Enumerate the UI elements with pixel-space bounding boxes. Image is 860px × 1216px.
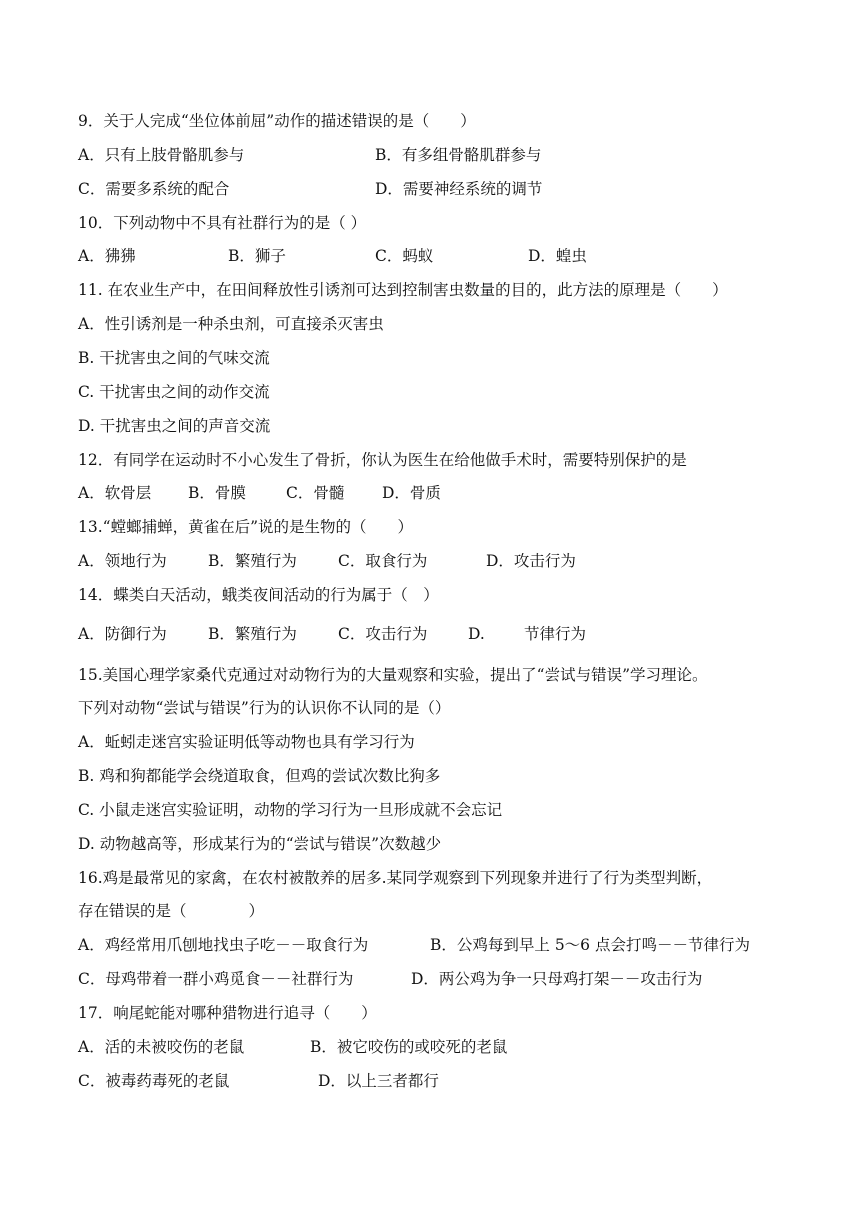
question-17-option-a: A．活的未被咬伤的老鼠 bbox=[78, 1038, 245, 1056]
question-9-stem: 9．关于人完成“坐位体前屈”动作的描述错误的是（ ） bbox=[78, 112, 476, 130]
question-17-option-d: D．以上三者都行 bbox=[318, 1072, 439, 1090]
question-16-stem-continued: 存在错误的是（ ） bbox=[78, 902, 265, 920]
question-17-option-c: C．被毒药毒死的老鼠 bbox=[78, 1072, 230, 1090]
question-17-option-b: B．被它咬伤的或咬死的老鼠 bbox=[310, 1038, 508, 1056]
question-14-option-d-text: 节律行为 bbox=[524, 625, 587, 643]
question-13-option-c: C．取食行为 bbox=[338, 552, 428, 570]
question-13-stem: 13.“螳螂捕蝉，黄雀在后”说的是生物的（ ） bbox=[78, 518, 413, 536]
question-12-option-d: D．骨质 bbox=[382, 484, 441, 502]
question-14-option-c: C．攻击行为 bbox=[338, 625, 428, 643]
question-15-option-d: D. 动物越高等，形成某行为的“尝试与错误”次数越少 bbox=[78, 835, 442, 853]
question-15-option-b: B. 鸡和狗都能学会绕道取食，但鸡的尝试次数比狗多 bbox=[78, 767, 441, 785]
question-12-option-b: B．骨膜 bbox=[188, 484, 246, 502]
question-14-option-b: B．繁殖行为 bbox=[208, 625, 297, 643]
question-15-option-a: A．蚯蚓走迷宫实验证明低等动物也具有学习行为 bbox=[78, 733, 415, 751]
question-9-option-b: B．有多组骨骼肌群参与 bbox=[375, 146, 542, 164]
question-12-stem: 12．有同学在运动时不小心发生了骨折，你认为医生在给他做手术时，需要特别保护的是 bbox=[78, 451, 687, 469]
question-12-option-a: A．软骨层 bbox=[78, 484, 152, 502]
question-13-option-d: D．攻击行为 bbox=[486, 552, 576, 570]
question-11-option-a: A．性引诱剂是一种杀虫剂，可直接杀灭害虫 bbox=[78, 315, 384, 333]
question-11-option-b: B. 干扰害虫之间的气味交流 bbox=[78, 349, 270, 367]
question-15-option-c: C. 小鼠走迷宫实验证明，动物的学习行为一旦形成就不会忘记 bbox=[78, 801, 503, 819]
question-10-option-c: C．蚂蚁 bbox=[375, 247, 434, 265]
question-13-option-b: B．繁殖行为 bbox=[208, 552, 297, 570]
question-11-option-d: D. 干扰害虫之间的声音交流 bbox=[78, 417, 271, 435]
question-14-stem: 14．蝶类白天活动，蛾类夜间活动的行为属于（ ） bbox=[78, 586, 439, 604]
question-14-option-a: A．防御行为 bbox=[78, 625, 167, 643]
question-16-option-b: B．公鸡每到早上 5～6 点会打鸣－－节律行为 bbox=[430, 936, 750, 954]
question-10-option-a: A．狒狒 bbox=[78, 247, 136, 265]
question-9-option-c: C．需要多系统的配合 bbox=[78, 180, 230, 198]
question-11-option-c: C. 干扰害虫之间的动作交流 bbox=[78, 383, 270, 401]
question-15-stem: 15.美国心理学家桑代克通过对动物行为的大量观察和实验，提出了“尝试与错误”学习理论。 bbox=[78, 666, 708, 684]
question-16-stem: 16.鸡是最常见的家禽，在农村被散养的居多.某同学观察到下列现象并进行了行为类型判断， bbox=[78, 869, 713, 887]
question-12-option-c: C．骨髓 bbox=[286, 484, 345, 502]
question-11-stem: 11. 在农业生产中，在田间释放性引诱剂可达到控制害虫数量的目的，此方法的原理是（ ） bbox=[78, 281, 728, 299]
question-17-stem: 17．响尾蛇能对哪种猎物进行追寻（ ） bbox=[78, 1004, 377, 1022]
question-10-option-d: D．蝗虫 bbox=[528, 247, 587, 265]
question-14-option-d: D. bbox=[468, 625, 485, 643]
question-9-option-d: D．需要神经系统的调节 bbox=[375, 180, 543, 198]
question-10-option-b: B．狮子 bbox=[228, 247, 286, 265]
question-15-stem-continued: 下列对动物“尝试与错误”行为的认识你不认同的是（） bbox=[78, 699, 451, 717]
question-16-option-c: C．母鸡带着一群小鸡觅食－－社群行为 bbox=[78, 970, 354, 988]
question-10-stem: 10．下列动物中不具有社群行为的是（ ） bbox=[78, 214, 367, 232]
question-16-option-d: D．两公鸡为争一只母鸡打架－－攻击行为 bbox=[411, 970, 703, 988]
question-16-option-a: A．鸡经常用爪刨地找虫子吃－－取食行为 bbox=[78, 936, 369, 954]
question-13-option-a: A．领地行为 bbox=[78, 552, 167, 570]
question-9-option-a: A．只有上肢骨骼肌参与 bbox=[78, 146, 245, 164]
